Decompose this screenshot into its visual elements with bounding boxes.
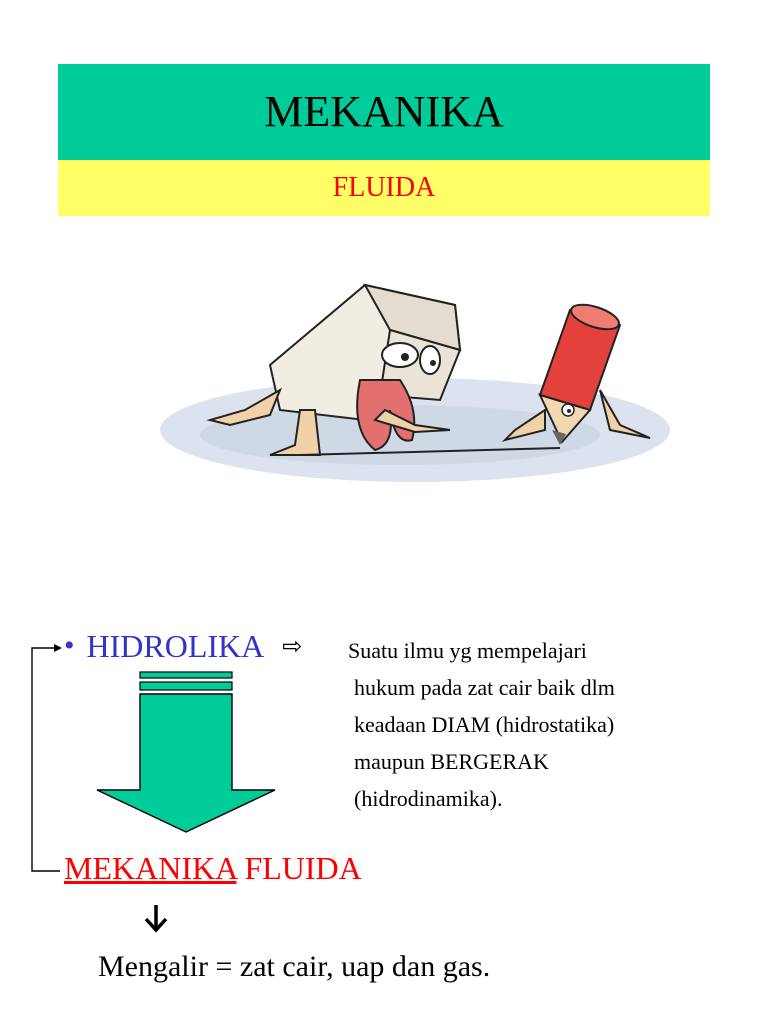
down-arrow-icon — [94, 668, 278, 836]
right-arrow-icon: ⇨ — [282, 632, 303, 660]
page-title: MEKANIKA — [264, 87, 504, 136]
mekanika-fluida-result — [64, 850, 362, 887]
page-subtitle: FLUIDA — [332, 172, 436, 203]
description-line: Suatu ilmu yg mempelajari — [348, 638, 587, 663]
mekanika-underlined: MEKANIKA — [64, 850, 237, 886]
title-band — [58, 64, 710, 160]
bullet-marker: • — [64, 629, 75, 662]
hidrolika-term: HIDROLIKA — [86, 627, 265, 664]
description-line: hukum pada zat cair baik dlm — [354, 675, 615, 700]
fluida-text: FLUIDA — [244, 850, 362, 886]
eraser-and-pencil-clipart-icon — [150, 270, 690, 500]
loop-arrow-icon — [26, 640, 66, 880]
subtitle-band — [58, 160, 710, 216]
description-line: maupun BERGERAK — [354, 749, 549, 774]
description-line: (hidrodinamika). — [354, 786, 503, 811]
down-arrow-icon — [141, 902, 171, 934]
hidrolika-description — [348, 632, 708, 817]
mengalir-text: Mengalir = zat cair, uap dan gas. — [98, 950, 491, 983]
hidrolika-line — [64, 626, 302, 666]
description-line: keadaan DIAM (hidrostatika) — [354, 712, 615, 737]
